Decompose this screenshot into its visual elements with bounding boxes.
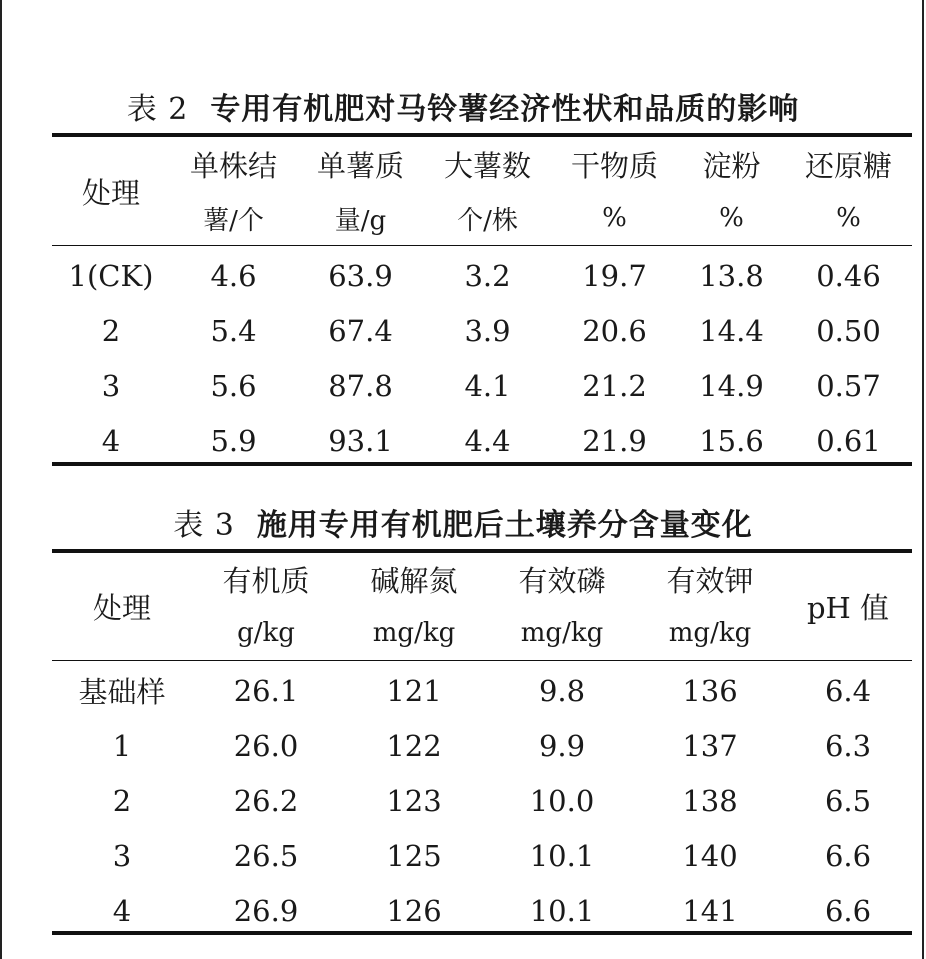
cell: 6.4	[824, 673, 872, 708]
cell: 20.6	[582, 313, 647, 348]
table2-header-1-line1: 单株结	[189, 148, 277, 183]
table3-caption-number: 表 3	[173, 508, 235, 543]
cell: 6.3	[824, 728, 872, 763]
table2-header-row-2	[52, 191, 912, 245]
table3-header-4-line1: 有效钾	[666, 564, 754, 598]
cell: 10.1	[529, 838, 595, 873]
cell: 14.4	[699, 313, 764, 348]
cell: 26.0	[233, 728, 299, 763]
table-row	[52, 718, 912, 773]
page-right-border	[922, 0, 924, 959]
cell: 0.57	[816, 368, 881, 403]
cell: 3.2	[464, 258, 511, 293]
table2	[52, 137, 912, 468]
row-label: 1(CK)	[68, 258, 154, 293]
cell: 0.61	[816, 423, 881, 458]
table3-header-3-line2: mg/kg	[520, 618, 604, 648]
table3-header-ph: pH 值	[806, 591, 890, 625]
table2-header-2-line2: 量/g	[334, 205, 387, 236]
table-row	[52, 413, 912, 468]
cell: 0.46	[816, 258, 881, 293]
table2-header-1-line2: 薯/个	[203, 205, 264, 236]
cell: 6.6	[824, 893, 872, 928]
cell: 26.2	[233, 783, 299, 818]
cell: 10.1	[529, 893, 595, 928]
cell: 4.6	[210, 258, 257, 293]
cell: 63.9	[328, 258, 393, 293]
cell: 87.8	[328, 368, 393, 403]
cell: 0.50	[816, 313, 881, 348]
cell: 126	[386, 893, 442, 928]
cell: 141	[682, 893, 738, 928]
table3-header-treatment: 处理	[92, 591, 151, 625]
cell: 5.6	[210, 368, 257, 403]
table2-caption-text: 专用有机肥对马铃薯经济性状和品质的影响	[210, 92, 800, 127]
cell: 138	[682, 783, 738, 818]
table3-header-2-line2: mg/kg	[372, 618, 456, 648]
cell: 21.9	[582, 423, 647, 458]
table3-caption-text: 施用专用有机肥后土壤养分含量变化	[256, 508, 753, 543]
cell: 121	[386, 673, 442, 708]
table-row	[52, 303, 912, 358]
table2-header-6-line1: 还原糖	[804, 148, 892, 183]
cell: 26.9	[233, 893, 299, 928]
table-row	[52, 663, 912, 718]
cell: 93.1	[328, 423, 393, 458]
cell: 3.9	[464, 313, 511, 348]
row-label: 3	[112, 838, 132, 873]
table3-header-1-line1: 有机质	[222, 564, 310, 598]
table-row	[52, 773, 912, 828]
table3-header-4-line2: mg/kg	[668, 618, 752, 648]
cell: 21.2	[582, 368, 647, 403]
cell: 5.9	[210, 423, 257, 458]
cell: 140	[682, 838, 738, 873]
row-label: 2	[112, 783, 132, 818]
cell: 9.8	[538, 673, 586, 708]
table3-header-3-line1: 有效磷	[518, 564, 606, 598]
table2-header-4-line1: 干物质	[570, 148, 658, 183]
row-label: 3	[101, 368, 121, 403]
cell: 26.1	[233, 673, 299, 708]
table-row	[52, 248, 912, 303]
cell: 9.9	[538, 728, 586, 763]
cell: 136	[682, 673, 738, 708]
table-row	[52, 358, 912, 413]
cell: 26.5	[233, 838, 299, 873]
cell: 6.5	[824, 783, 872, 818]
table-row	[52, 883, 912, 938]
cell: 14.9	[699, 368, 764, 403]
table2-header-row-1	[52, 137, 912, 191]
cell: 6.6	[824, 838, 872, 873]
table2-header-6-line2: %	[836, 203, 861, 233]
cell: 4.1	[464, 368, 511, 403]
table3	[52, 553, 912, 938]
row-label: 4	[112, 893, 132, 928]
row-label: 2	[101, 313, 121, 348]
table3-header-row-1	[52, 553, 912, 606]
cell: 5.4	[210, 313, 257, 348]
cell: 10.0	[529, 783, 595, 818]
table2-header-5-line2: %	[719, 203, 744, 233]
cell: 4.4	[464, 423, 511, 458]
cell: 122	[386, 728, 442, 763]
row-label: 4	[101, 423, 121, 458]
cell: 125	[386, 838, 442, 873]
cell: 123	[386, 783, 442, 818]
table2-header-4-line2: %	[602, 203, 627, 233]
table3-header-1-line2: g/kg	[237, 618, 295, 648]
table-row	[52, 828, 912, 883]
table2-header-5-line1: 淀粉	[702, 148, 761, 183]
cell: 13.8	[699, 258, 764, 293]
cell: 15.6	[699, 423, 764, 458]
row-label: 1	[112, 728, 132, 763]
page-left-border	[0, 0, 2, 959]
table3-header-2-line1: 碱解氮	[370, 564, 458, 598]
row-label: 基础样	[78, 675, 166, 709]
table3-caption	[0, 500, 926, 544]
cell: 67.4	[328, 313, 393, 348]
cell: 19.7	[582, 258, 647, 293]
cell: 137	[682, 728, 738, 763]
table2-caption-number: 表 2	[126, 92, 189, 127]
table2-header-3-line2: 个/株	[457, 205, 518, 236]
table2-header-treatment: 处理	[81, 175, 140, 210]
table2-header-3-line1: 大薯数	[443, 148, 531, 183]
table2-header-2-line1: 单薯质	[316, 148, 404, 183]
table2-caption	[0, 84, 926, 128]
